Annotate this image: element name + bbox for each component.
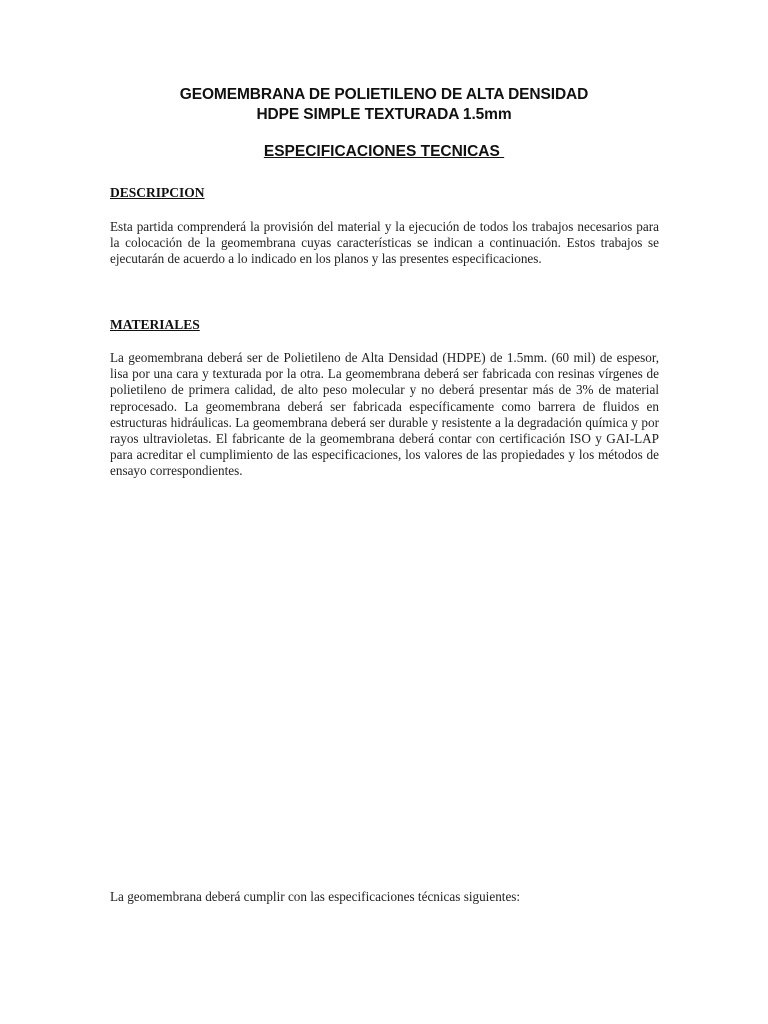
document-title-line-1: GEOMEMBRANA DE POLIETILENO DE ALTA DENSIDAD	[179, 86, 589, 103]
document-subtitle: ESPECIFICACIONES TECNICAS	[263, 143, 505, 160]
section-body-descripcion: Esta partida comprenderá la provisión del material y la ejecución de todos los trabajos necesarios para la colocación de la geomembrana cuyas características se indican a continuación. Estos trabajos se ejecutarán de acuerdo a lo indicado en los planos y las presentes especificaciones.	[110, 219, 659, 267]
section-body-materiales: La geomembrana deberá ser de Polietileno de Alta Densidad (HDPE) de 1.5mm. (60 mil) de espesor, lisa por una cara y texturada por la otra. La geomembrana deberá ser fabricada con resinas vírgenes de polietileno de primera calidad, de alto peso molecular y no deberá presentar más de 3% de material reprocesado. La geomembrana deberá ser fabricada específicamente como barrera de fluidos en estructuras hidráulicas. La geomembrana deberá ser durable y resistente a la degradación química y por rayos ultravioletas. El fabricante de la geomembrana deberá contar con certificación ISO y GAI-LAP para acreditar el cumplimiento de las especificaciones, los valores de las propiedades y los métodos de ensayo correspondientes.	[110, 350, 659, 479]
section-heading-descripcion: DESCRIPCION	[110, 185, 205, 200]
section-heading-materiales: MATERIALES	[110, 317, 200, 332]
document-title-line-2: HDPE SIMPLE TEXTURADA 1.5mm	[256, 106, 512, 123]
closing-paragraph: La geomembrana deberá cumplir con las especificaciones técnicas siguientes:	[110, 889, 521, 904]
